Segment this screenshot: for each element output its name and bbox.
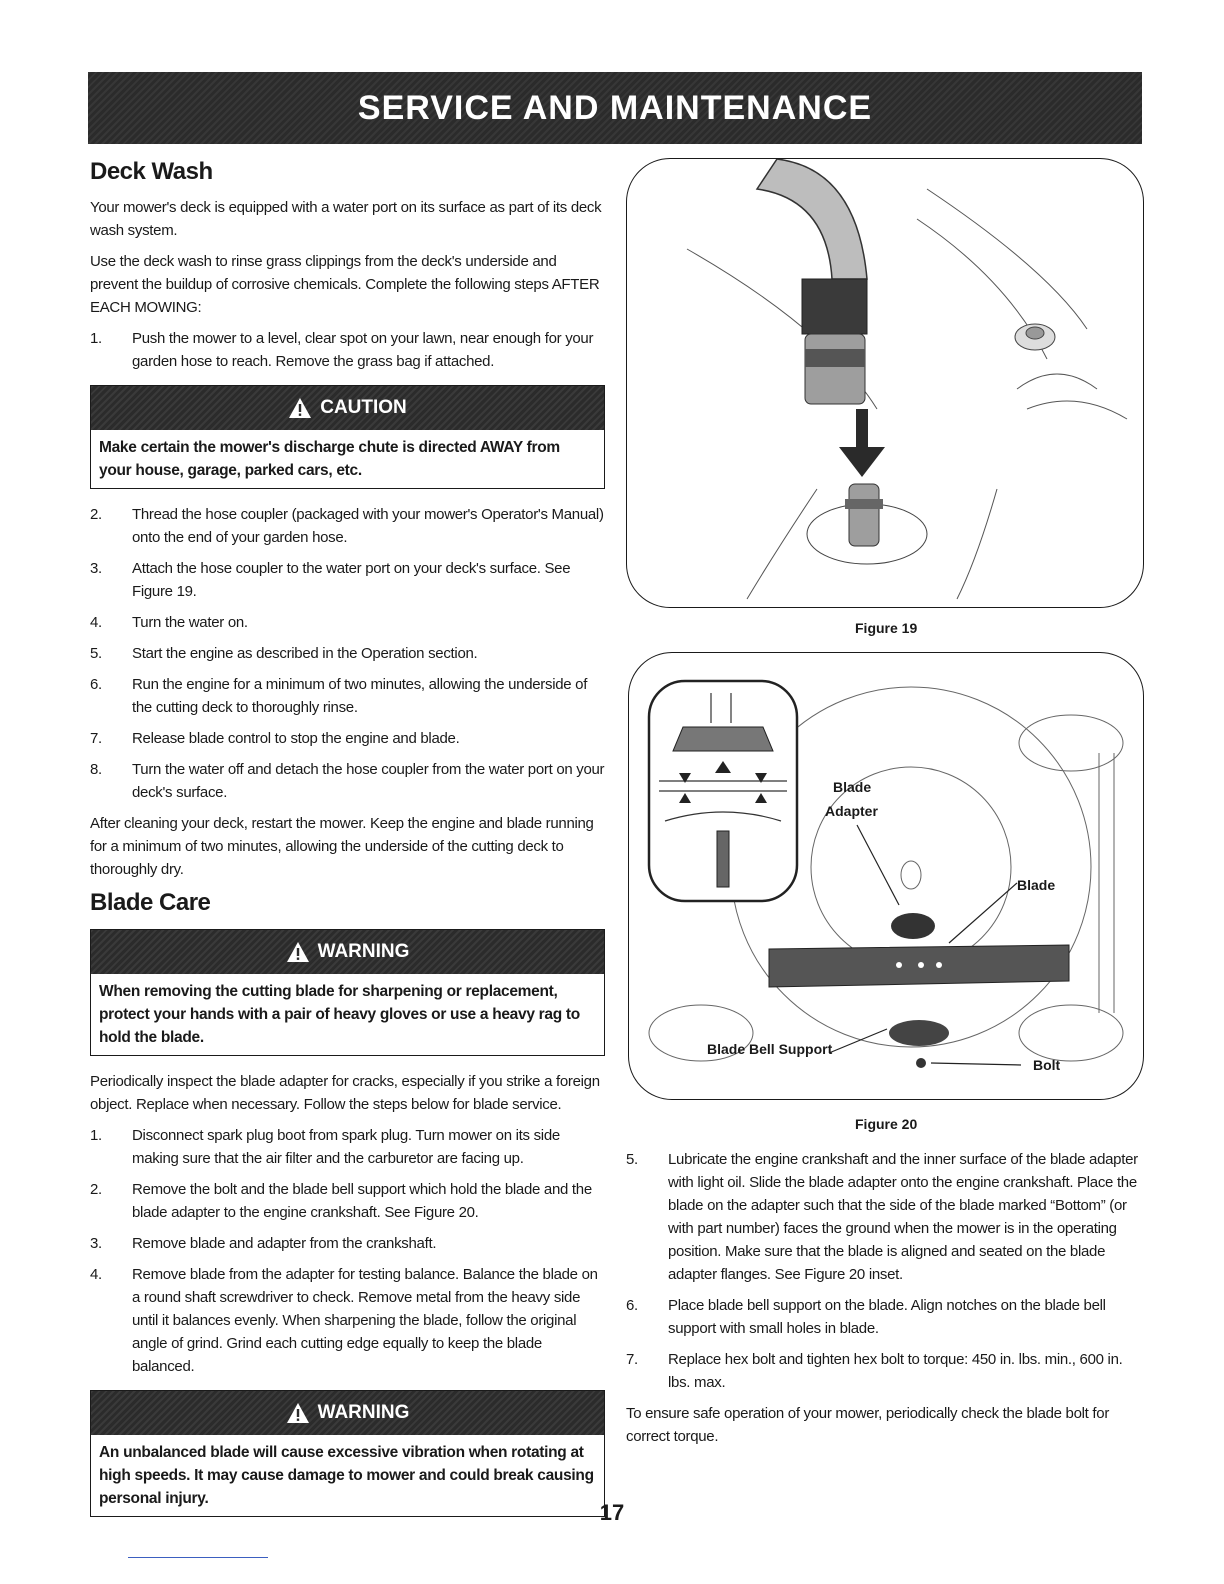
step-number: 4. — [90, 1266, 102, 1283]
deck-wash-steps — [90, 503, 605, 804]
step-number: 5. — [626, 1151, 638, 1168]
warning-text-2: An unbalanced blade will cause excessive vibration when rotating at high speeds. It may cause damage to mower and could break causing personal injury. — [99, 1444, 594, 1507]
step-number: 8. — [90, 761, 102, 778]
figure-20-caption: Figure 20 — [855, 1116, 918, 1132]
warning-label-2: WARNING — [317, 1402, 410, 1423]
figure-20 — [628, 652, 1144, 1100]
list-item — [90, 1124, 605, 1170]
hose-coupler-illustration — [627, 159, 1143, 607]
list-item — [90, 758, 605, 804]
warning-box-1 — [90, 929, 605, 1056]
blade-care-steps-continued — [626, 1148, 1146, 1394]
step-text: Remove the bolt and the blade bell support which hold the blade and the blade adapter to the engine crankshaft. See Figure 20. — [132, 1181, 592, 1221]
list-item — [626, 1148, 1146, 1286]
step-text: Lubricate the engine crankshaft and the inner surface of the blade adapter with light oil. Slide the blade adapter onto the engine crankshaft. Place the blade on the adapter such that the side of the blade marked “Bottom” (or with part number) faces the ground when the mower is in the operating position. Make sure that the blade is aligned and seated on the blade adapter flanges. See Figure 20 inset. — [668, 1151, 1138, 1283]
step-text: Replace hex bolt and tighten hex bolt to torque: 450 in. lbs. min., 600 in. lbs. max. — [668, 1351, 1123, 1391]
caution-box — [90, 385, 605, 489]
list-item — [90, 1232, 605, 1255]
warning-header-2 — [91, 1391, 604, 1435]
figure-19-caption: Figure 19 — [855, 620, 918, 636]
step-number: 6. — [626, 1297, 638, 1314]
list-item — [90, 327, 605, 373]
caution-header — [91, 386, 604, 430]
step-text: Remove blade and adapter from the crankshaft. — [132, 1235, 437, 1252]
step-text: Release blade control to stop the engine and blade. — [132, 730, 460, 747]
warning-triangle-icon — [286, 1402, 310, 1424]
list-item — [626, 1294, 1146, 1340]
page-number: 17 — [599, 1500, 625, 1525]
figure-19 — [626, 158, 1144, 608]
step-number: 1. — [90, 1127, 102, 1144]
warning-triangle-icon — [288, 397, 312, 419]
deck-wash-heading: Deck Wash — [90, 158, 213, 185]
list-item — [90, 503, 605, 549]
step-text: Turn the water off and detach the hose coupler from the water port on your deck's surface. — [132, 761, 605, 801]
blade-care-heading: Blade Care — [90, 889, 211, 916]
label-bell-support: Blade Bell Support — [707, 1041, 833, 1057]
step-number: 5. — [90, 645, 102, 662]
step-number: 7. — [626, 1351, 638, 1368]
section-banner — [88, 72, 1142, 144]
label-bolt: Bolt — [1033, 1057, 1061, 1073]
warning-triangle-icon — [286, 941, 310, 963]
blade-care-intro: Periodically inspect the blade adapter for cracks, especially if you strike a foreign object. Replace when necessary. Follow the steps below for blade service. — [90, 1073, 600, 1113]
warning-label-1: WARNING — [317, 941, 410, 962]
step-text: Remove blade from the adapter for testing balance. Balance the blade on a round shaft screwdriver to check. Remove metal from the heavy side until it balances evenly. When sharpening the blade, follow the original angle of grind. Grind each cutting edge equally to keep the blade balanced. — [132, 1266, 598, 1375]
list-item — [90, 673, 605, 719]
step-text: Place blade bell support on the blade. Align notches on the blade bell support with small holes in blade. — [668, 1297, 1106, 1337]
left-column — [90, 150, 605, 1531]
step-text: Turn the water on. — [132, 614, 248, 631]
deck-wash-para1: Your mower's deck is equipped with a water port on its surface as part of its deck wash system. — [90, 199, 602, 239]
deck-wash-para2: Use the deck wash to rinse grass clippings from the deck's underside and prevent the buildup of corrosive chemicals. Complete the following steps AFTER EACH MOWING: — [90, 253, 600, 316]
blade-care-closing: To ensure safe operation of your mower, periodically check the blade bolt for correct torque. — [626, 1405, 1110, 1445]
step-number: 2. — [90, 1181, 102, 1198]
step-number: 1. — [90, 330, 102, 347]
step-text: Start the engine as described in the Operation section. — [132, 645, 478, 662]
label-adapter-line1: Blade — [833, 779, 872, 795]
section-title: SERVICE AND MAINTENANCE — [357, 88, 873, 127]
list-item — [626, 1348, 1146, 1394]
step-number: 7. — [90, 730, 102, 747]
blade-care-steps — [90, 1124, 605, 1378]
warning-box-2 — [90, 1390, 605, 1517]
step-number: 3. — [90, 560, 102, 577]
warning-header-1 — [91, 930, 604, 974]
step-number: 6. — [90, 676, 102, 693]
step-text: Thread the hose coupler (packaged with your mower's Operator's Manual) onto the end of your garden hose. — [132, 506, 604, 546]
caution-text: Make certain the mower's discharge chute is directed AWAY from your house, garage, parked cars, etc. — [99, 439, 560, 479]
step-number: 2. — [90, 506, 102, 523]
step-text: Run the engine for a minimum of two minutes, allowing the underside of the cutting deck to thoroughly rinse. — [132, 676, 588, 716]
label-blade: Blade — [1017, 877, 1056, 893]
footer-divider — [128, 1557, 268, 1558]
step-number: 4. — [90, 614, 102, 631]
step-text: Push the mower to a level, clear spot on your lawn, near enough for your garden hose to reach. Remove the grass bag if attached. — [132, 330, 594, 370]
step-text: Attach the hose coupler to the water port on your deck's surface. See Figure 19. — [132, 560, 571, 600]
blade-assembly-illustration — [629, 653, 1143, 1099]
caution-label: CAUTION — [320, 397, 407, 418]
step-text: Disconnect spark plug boot from spark plug. Turn mower on its side making sure that the air filter and the carburetor are facing up. — [132, 1127, 560, 1167]
list-item — [90, 727, 605, 750]
list-item — [90, 1178, 605, 1224]
deck-wash-step1-list — [90, 327, 605, 373]
list-item — [90, 642, 605, 665]
right-column-text — [626, 1148, 1146, 1456]
list-item — [90, 611, 605, 634]
step-number: 3. — [90, 1235, 102, 1252]
warning-text-1: When removing the cutting blade for sharpening or replacement, protect your hands with a pair of heavy gloves or use a heavy rag to hold the blade. — [99, 983, 580, 1046]
list-item — [90, 1263, 605, 1378]
list-item — [90, 557, 605, 603]
label-adapter-line2: Adapter — [825, 803, 878, 819]
deck-wash-after: After cleaning your deck, restart the mower. Keep the engine and blade running for a minimum of two minutes, allowing the underside of the cutting deck to thoroughly dry. — [90, 815, 594, 878]
